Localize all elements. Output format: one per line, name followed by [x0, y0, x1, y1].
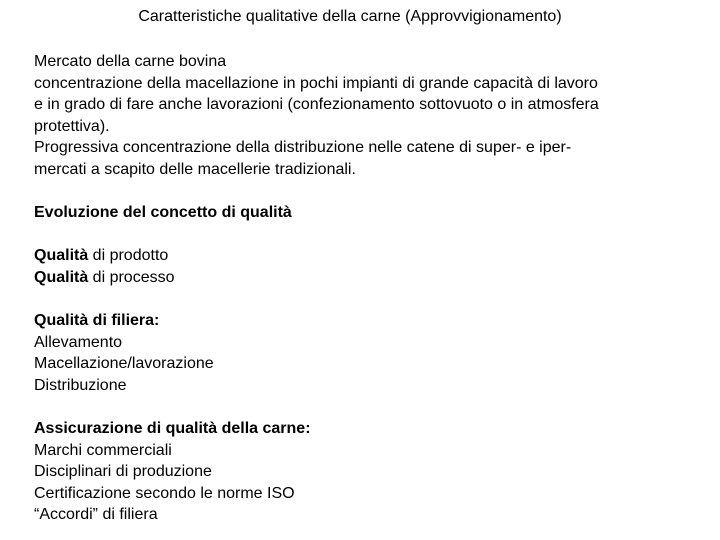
market-text-line: Progressiva concentrazione della distribuzione nelle catene di super- e iper- [34, 139, 572, 157]
page-title: Caratteristiche qualitative della carne (Approvvigionamento) [138, 8, 562, 25]
evolution-heading: Evoluzione del concetto di qualità [34, 204, 292, 222]
document-body [34, 51, 684, 526]
market-text-line: e in grado di fare anche lavorazioni (confezionamento sottovuoto o in atmosfera [34, 96, 599, 114]
assurance-heading: Assicurazione di qualità della carne: [34, 420, 311, 438]
quality-type-item [34, 267, 684, 289]
assurance-item: “Accordi” di filiera [34, 506, 158, 524]
quality-type-item [34, 245, 684, 267]
market-heading: Mercato della carne bovina [34, 53, 227, 70]
market-text-line: concentrazione della macellazione in pochi impianti di grande capacità di lavoro [34, 74, 598, 92]
quality-type-rest: di prodotto [88, 247, 169, 265]
market-text-line: protettiva). [34, 117, 110, 135]
quality-type-keyword: Qualità [34, 247, 89, 265]
supply-chain-item: Distribuzione [34, 376, 127, 394]
spacer [34, 397, 684, 419]
assurance-item: Disciplinari di produzione [34, 463, 212, 481]
spacer [34, 181, 684, 203]
supply-chain-heading: Qualità di filiera: [34, 312, 160, 330]
spacer [34, 224, 684, 246]
quality-type-rest: di processo [88, 268, 175, 286]
supply-chain-item: Macellazione/lavorazione [34, 355, 214, 373]
assurance-item: Marchi commerciali [34, 441, 172, 459]
supply-chain-item: Allevamento [34, 333, 123, 351]
market-text-line: mercati a scapito delle macellerie tradizionali. [34, 160, 356, 178]
spacer [34, 289, 684, 311]
assurance-item: Certificazione secondo le norme ISO [34, 484, 295, 502]
quality-type-keyword: Qualità [34, 268, 89, 286]
